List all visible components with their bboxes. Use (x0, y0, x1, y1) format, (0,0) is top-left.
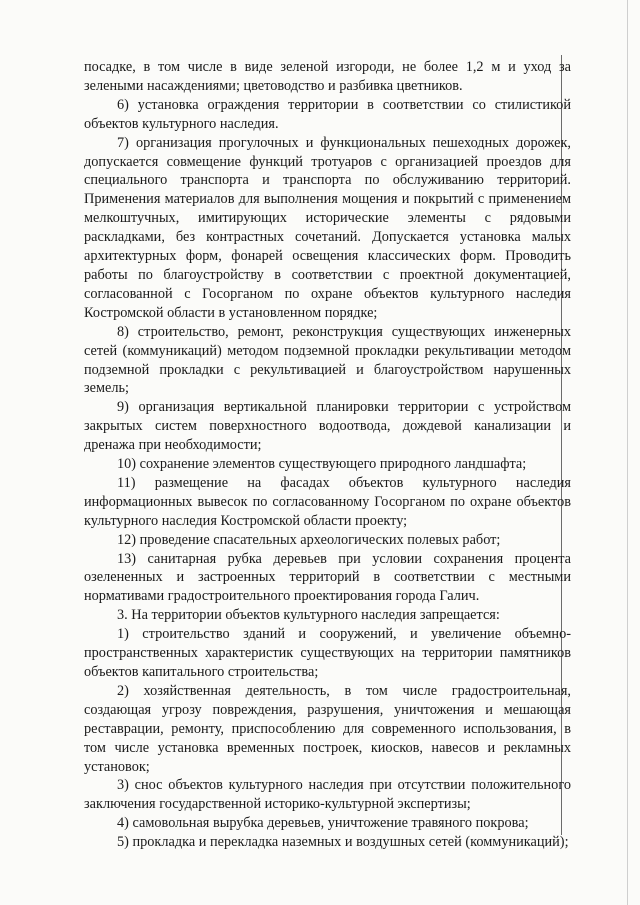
paragraph-item-9: 9) организация вертикальной планировки территории с устройством закрытых систем поверхностного водоотвода, дождевой канализации и дренажа при необходимости; (84, 399, 571, 454)
prohibition-item-4: 4) самовольная вырубка деревьев, уничтожение травяного покрова; (117, 815, 529, 832)
page-edge (627, 0, 628, 905)
paragraph-item-10: 10) сохранение элементов существующего природного ландшафта; (117, 456, 527, 473)
paragraph-continuation: посадке, в том числе в виде зеленой изгороди, не более 1,2 м и уход за зелеными насаждениями; цветоводство и разбивка цветников. (84, 59, 571, 94)
paragraph-item-7: 7) организация прогулочных и функциональных пешеходных дорожек, допускается совмещение функций тротуаров с организацией проездов для специального транспорта и транспорта по обслуживанию территорий. Применения материалов для выполнения мощения и покрытий с применением мелкоштучных, имитирующих исторические элементы с рядовыми раскладками, без контрастных сочетаний. Допускается установка малых архитектурных форм, фонарей освещения классических форм. Проводить работы по благоустройству в соответствии с проектной документацией, согласованной с Госорганом по охране объектов культурного наследия Костромской области в установленном порядке; (84, 134, 571, 321)
prohibition-item-3: 3) снос объектов культурного наследия при отсутствии положительного заключения государственной историко-культурной экспертизы; (84, 777, 571, 813)
paragraph-item-11: 11) размещение на фасадах объектов культурного наследия информационных вывесок по согласованному Госорганом по охране объектов культурного наследия Костромской области проекту; (84, 474, 571, 529)
section-3-heading: 3. На территории объектов культурного наследия запрещается: (117, 607, 500, 624)
paragraph-item-12: 12) проведение спасательных археологических полевых работ; (117, 531, 501, 548)
paragraph-item-13: 13) санитарная рубка деревьев при условии сохранения процента озелененных и застроенных территорий в соответствии с местными нормативами градостроительного проектирования города Галич. (84, 550, 571, 605)
prohibition-item-5: 5) прокладка и перекладка наземных и воздушных сетей (коммуникаций); (117, 834, 569, 851)
prohibition-item-2: 2) хозяйственная деятельность, в том числе градостроительная, создающая угрозу повреждения, разрушения, уничтожения и мешающая реставрации, ремонту, приспособлению для современного использования, в том числе установка временных построек, киосков, навесов и рекламных установок; (84, 682, 571, 775)
document-body (84, 58, 571, 852)
prohibition-item-1: 1) строительство зданий и сооружений, и увеличение объемно-пространственных характеристик существующих на территории памятников объектов капитального строительства; (84, 626, 571, 680)
paragraph-item-8: 8) строительство, ремонт, реконструкция существующих инженерных сетей (коммуникаций) методом подземной прокладки рекультивации методом подземной прокладки с рекультивацией и благоустройством нарушенных земель; (84, 323, 571, 397)
paragraph-item-6: 6) установка ограждения территории в соответствии со стилистикой объектов культурного наследия. (84, 96, 571, 132)
